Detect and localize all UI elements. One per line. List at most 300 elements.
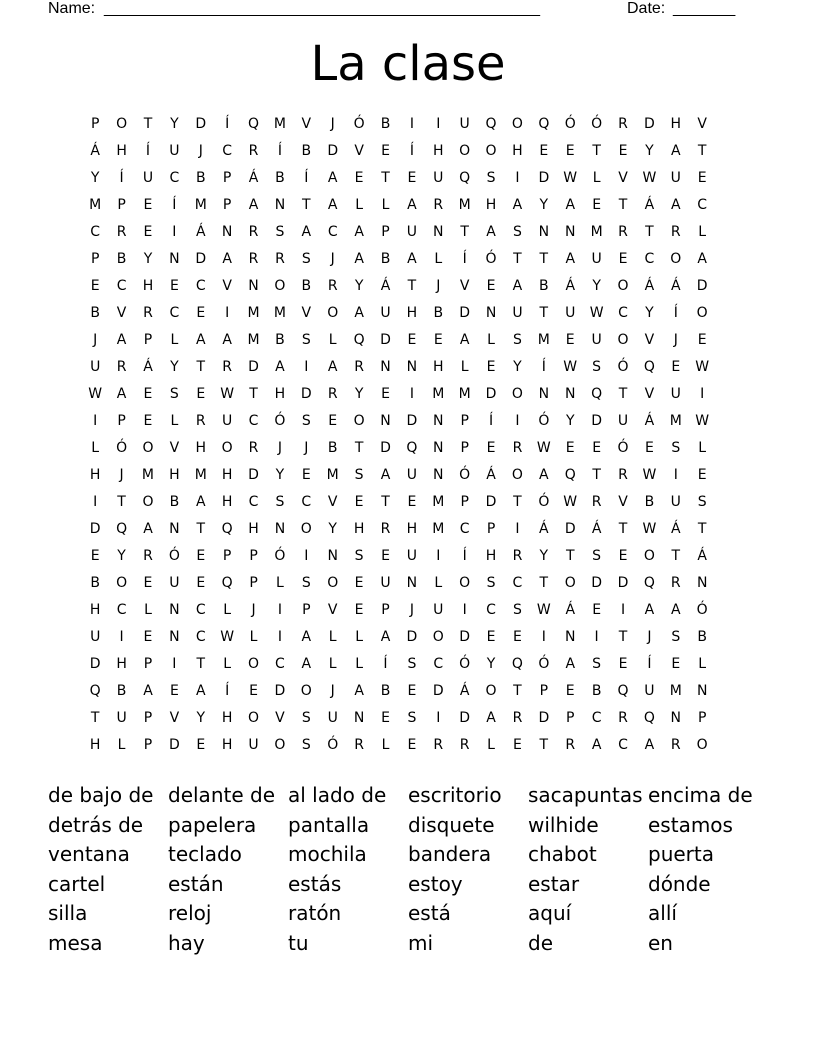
grid-letter: R [512,710,523,726]
grid-letter: O [327,575,339,591]
grid-letter: T [539,251,549,267]
grid-letter: E [169,278,179,294]
grid-letter: A [539,467,549,483]
grid-letter: V [301,116,312,132]
grid-letter: V [354,143,364,159]
grid-letter [715,249,741,276]
grid-letter: E [196,548,206,564]
grid-letter: Í [225,116,230,132]
grid-letter: R [354,737,364,753]
grid-letter: E [486,440,496,456]
grid-letter: T [117,494,126,510]
grid-letter: T [302,197,311,213]
grid-letter: P [143,737,153,753]
grid-letter: I [277,629,282,645]
grid-letter: R [670,575,681,591]
grid-letter: A [671,602,681,618]
grid-letter: M [194,197,207,213]
grid-letter: Ó [538,656,550,672]
grid-letter: P [143,710,153,726]
grid-letter: U [591,251,602,267]
grid-letter: L [698,656,707,672]
grid-letter: T [381,494,390,510]
grid-letter: O [432,629,444,645]
name-label: Name: [48,0,96,17]
grid-letter: Á [644,197,655,213]
grid-letter: Í [541,359,546,375]
grid-letter: E [513,737,522,753]
grid-letter: M [247,332,260,348]
grid-letter: N [696,683,708,699]
grid-letter [715,627,741,654]
word-bank-item: cartel [48,871,106,896]
grid-letter: M [194,467,207,483]
date-blank-line: _______ [673,0,736,17]
grid-letter: P [460,440,469,456]
grid-letter: D [168,737,180,753]
grid-letter: T [354,440,364,456]
grid-letter: E [249,683,258,699]
grid-letter: D [485,494,497,510]
grid-letter: Í [304,170,309,186]
grid-letter: W [220,629,235,645]
grid-letter: N [433,413,444,429]
grid-letter: Á [671,521,681,537]
grid-letter: A [380,467,391,483]
grid-letter: A [671,143,681,159]
grid-letter: E [618,656,628,672]
grid-letter: V [459,278,470,294]
grid-letter: B [697,629,707,645]
grid-letter: U [327,710,338,726]
grid-letter: A [644,602,655,618]
grid-letter: E [354,602,364,618]
grid-letter: M [432,386,445,402]
grid-letter: V [327,602,338,618]
grid-letter: W [695,359,710,375]
page-title: La clase [310,36,506,92]
grid-letter: A [565,197,576,213]
grid-letter: T [645,224,654,240]
word-bank-item: ratón [288,901,342,926]
grid-letter: E [407,332,417,348]
grid-letter: E [90,548,100,564]
grid-letter: A [380,629,391,645]
grid-letter: P [249,548,258,564]
grid-letter: H [274,386,286,402]
grid-letter: I [673,467,678,483]
grid-letter: H [195,440,207,456]
grid-letter: C [222,143,233,159]
grid-letter: C [248,413,259,429]
word-bank-item: estás [288,871,342,896]
grid-letter: V [116,305,127,321]
grid-letter: H [221,737,233,753]
grid-letter: Y [539,548,549,564]
grid-letter: V [644,386,655,402]
grid-letter: L [592,170,601,186]
grid-letter: N [248,278,259,294]
grid-letter: W [563,494,578,510]
grid-letter: D [380,332,391,348]
grid-letter [715,411,741,438]
grid-letter: R [433,197,444,213]
grid-letter: Ó [617,440,629,456]
grid-letter: O [564,575,576,591]
grid-letter: M [89,197,102,213]
grid-letter: E [143,413,153,429]
grid-letter: N [564,386,576,402]
grid-letter: Ó [696,602,708,618]
grid-letter: E [143,629,153,645]
grid-letter: R [327,278,338,294]
grid-letter: Q [406,440,418,456]
grid-letter: S [354,467,364,483]
grid-letter: Q [485,116,497,132]
grid-letter: A [354,224,364,240]
grid-letter: E [196,737,206,753]
grid-letter: J [251,602,256,618]
grid-letter: E [618,251,628,267]
grid-letter: T [592,143,601,159]
grid-letter: Á [459,683,470,699]
date-label: Date: [627,0,666,17]
grid-letter: A [486,224,496,240]
grid-letter: H [221,494,233,510]
grid-letter: Í [225,683,230,699]
grid-letter: H [512,143,523,159]
grid-letter: E [143,197,153,213]
grid-letter: A [512,278,523,294]
grid-letter: B [327,440,338,456]
grid-letter: T [513,251,522,267]
grid-letter: L [328,332,337,348]
grid-letter: I [172,656,177,672]
grid-letter: O [142,494,154,510]
grid-letter: B [169,494,180,510]
grid-letter: P [222,548,232,564]
grid-letter: R [327,386,338,402]
grid-letter: O [511,386,523,402]
grid-letter: U [169,143,180,159]
grid-letter: P [143,332,153,348]
grid-letter: A [354,251,364,267]
grid-letter [715,465,741,492]
grid-letter: Ó [538,494,550,510]
grid-letter: W [642,170,657,186]
grid-letter: S [407,710,417,726]
grid-letter: R [618,467,628,483]
grid-letter: I [277,602,282,618]
grid-letter: Q [617,683,629,699]
grid-letter: L [355,656,363,672]
grid-letter: H [433,359,444,375]
grid-letter: W [536,602,551,618]
grid-letter: V [169,710,180,726]
grid-letter: E [143,575,153,591]
grid-letter: S [301,575,311,591]
grid-letter: U [380,575,391,591]
grid-letter: A [222,251,232,267]
grid-letter: P [90,116,100,132]
grid-letter: O [142,440,154,456]
grid-letter: J [304,440,309,456]
grid-letter: D [644,116,655,132]
grid-letter: Í [488,413,494,429]
grid-letter: D [274,683,286,699]
grid-letter [715,357,741,384]
grid-letter: A [327,197,338,213]
grid-letter: P [143,656,153,672]
grid-letter: V [327,494,338,510]
grid-letter: E [196,575,206,591]
grid-letter: I [515,170,520,186]
grid-letter: Í [383,656,388,672]
grid-letter: Ó [274,548,286,564]
grid-letter: A [301,224,312,240]
word-bank-item: wilhide [528,812,599,837]
grid-letter: W [642,521,657,537]
grid-letter: Y [170,116,179,132]
grid-letter [715,492,741,519]
grid-letter: O [274,737,286,753]
grid-letter: U [380,305,391,321]
grid-letter: I [436,116,441,132]
grid-letter: O [696,737,708,753]
grid-letter: O [485,683,497,699]
grid-letter: Á [671,278,681,294]
grid-letter: D [195,116,207,132]
grid-letter: H [406,305,418,321]
grid-letter: H [221,467,233,483]
grid-letter: B [90,575,100,591]
grid-letter: Á [90,143,100,159]
grid-letter: E [328,413,338,429]
grid-letter: B [90,305,100,321]
grid-letter: U [406,548,417,564]
grid-letter: D [89,656,101,672]
grid-letter: V [301,305,312,321]
grid-letter: D [195,251,207,267]
grid-letter: J [277,440,282,456]
grid-letter [715,330,741,357]
grid-letter: S [513,224,522,240]
grid-letter: P [460,413,469,429]
grid-letter: U [222,413,233,429]
grid-letter: Y [275,467,285,483]
word-bank-item: mesa [48,930,103,955]
grid-letter: N [406,575,418,591]
grid-letter: M [326,467,339,483]
grid-letter: Q [221,575,233,591]
grid-letter: A [354,683,364,699]
grid-letter: T [697,521,707,537]
grid-letter: Q [538,116,550,132]
grid-letter: Y [90,170,100,186]
grid-letter: A [143,683,153,699]
grid-letter: D [406,629,418,645]
grid-letter: N [169,521,180,537]
grid-letter: B [116,683,127,699]
grid-letter: C [459,521,470,537]
grid-letter: O [670,251,682,267]
grid-letter: R [116,359,127,375]
grid-letter: R [565,737,576,753]
grid-letter: D [459,305,471,321]
grid-letter: P [90,251,100,267]
grid-letter: Í [647,656,652,672]
grid-letter: M [432,521,445,537]
grid-letter: O [116,575,128,591]
grid-letter: L [91,440,100,456]
word-bank-item: estoy [408,871,463,896]
grid-letter: A [195,683,206,699]
grid-letter: Q [643,710,655,726]
word-bank-item: chabot [528,842,597,867]
grid-letter: J [330,683,335,699]
grid-letter: S [486,170,496,186]
grid-letter: L [170,332,179,348]
grid-letter: S [513,332,522,348]
grid-letter: T [196,521,206,537]
grid-letter: E [513,629,522,645]
grid-letter: B [275,170,285,186]
grid-letter: T [618,521,628,537]
grid-letter: Á [644,413,655,429]
grid-letter: E [618,548,628,564]
grid-letter: A [671,197,681,213]
grid-letter: I [436,710,441,726]
grid-letter: R [433,737,444,753]
grid-letter: T [697,143,707,159]
grid-letter: U [670,494,681,510]
grid-letter: Y [486,656,496,672]
grid-letter: V [222,278,232,294]
grid-letter: S [275,224,285,240]
grid-letter: L [355,197,363,213]
grid-letter: W [536,440,551,456]
grid-letter: S [301,251,311,267]
word-bank-item: al lado de [288,783,387,807]
grid-letter: Y [592,278,601,294]
grid-letter: Q [353,332,365,348]
grid-letter: R [116,224,127,240]
word-bank [48,782,788,960]
grid-letter: O [300,683,312,699]
grid-letter: T [460,224,469,240]
grid-letter: Ó [327,737,339,753]
grid-letter: N [433,440,444,456]
grid-letter: J [119,467,124,483]
grid-letter: E [486,359,496,375]
grid-letter: Í [145,143,151,159]
grid-letter [715,600,741,627]
grid-letter: Y [513,359,522,375]
grid-letter: N [169,602,180,618]
grid-letter: O [696,305,708,321]
grid-letter: Í [172,197,177,213]
grid-letter: S [407,656,417,672]
grid-letter: U [116,710,127,726]
grid-letter: S [486,575,496,591]
grid-letter: L [170,413,179,429]
grid-letter: C [169,305,180,321]
grid-letter [715,222,741,249]
grid-letter: H [485,548,497,564]
grid-letter: Ó [168,548,180,564]
grid-letter: A [301,656,312,672]
grid-letter: E [565,332,575,348]
grid-letter: U [565,305,576,321]
grid-letter: E [592,602,602,618]
grid-letter: E [90,278,100,294]
grid-letter: Q [116,521,128,537]
grid-letter: Q [221,521,233,537]
word-bank-item: en [648,930,673,955]
grid-letter: V [275,710,285,726]
grid-letter: E [301,467,311,483]
word-bank-item: estamos [648,812,733,837]
grid-letter: L [117,737,126,753]
grid-letter: W [88,386,103,402]
grid-letter: U [142,170,154,186]
grid-letter: J [673,332,678,348]
grid-letter: B [301,278,312,294]
grid-letter: Í [409,143,414,159]
grid-letter: O [617,278,629,294]
word-bank-item: encima de [648,783,753,807]
grid-letter: R [248,224,259,240]
word-bank-item: pantalla [288,812,370,837]
grid-letter: H [485,197,497,213]
grid-letter: T [539,737,549,753]
grid-letter: L [460,359,469,375]
grid-letter: B [433,305,444,321]
grid-letter [715,195,741,222]
grid-letter: J [647,629,652,645]
grid-letter: E [565,143,575,159]
grid-letter: P [222,170,232,186]
grid-letter: M [273,116,286,132]
grid-letter: E [592,440,602,456]
grid-letter: C [512,575,523,591]
grid-letter: A [407,251,417,267]
grid-letter: C [591,710,602,726]
grid-letter: I [594,629,599,645]
grid-letter: U [90,359,101,375]
grid-letter: J [330,116,335,132]
grid-letter: N [433,467,444,483]
word-search-grid [82,114,742,762]
grid-letter: Q [643,359,655,375]
grid-letter: C [116,602,127,618]
grid-letter: H [433,143,444,159]
grid-letter: R [222,359,233,375]
grid-letter: C [433,656,444,672]
grid-letter: E [565,440,575,456]
grid-letter: M [590,224,603,240]
grid-letter: N [274,521,286,537]
grid-letter: L [487,737,495,753]
grid-letter: Ó [485,251,497,267]
grid-letter: P [117,413,126,429]
grid-letter: T [249,386,258,402]
grid-letter: Y [196,710,206,726]
grid-letter: E [407,170,417,186]
grid-letter: M [247,305,260,321]
grid-letter: V [644,332,655,348]
grid-letter: Q [564,467,576,483]
